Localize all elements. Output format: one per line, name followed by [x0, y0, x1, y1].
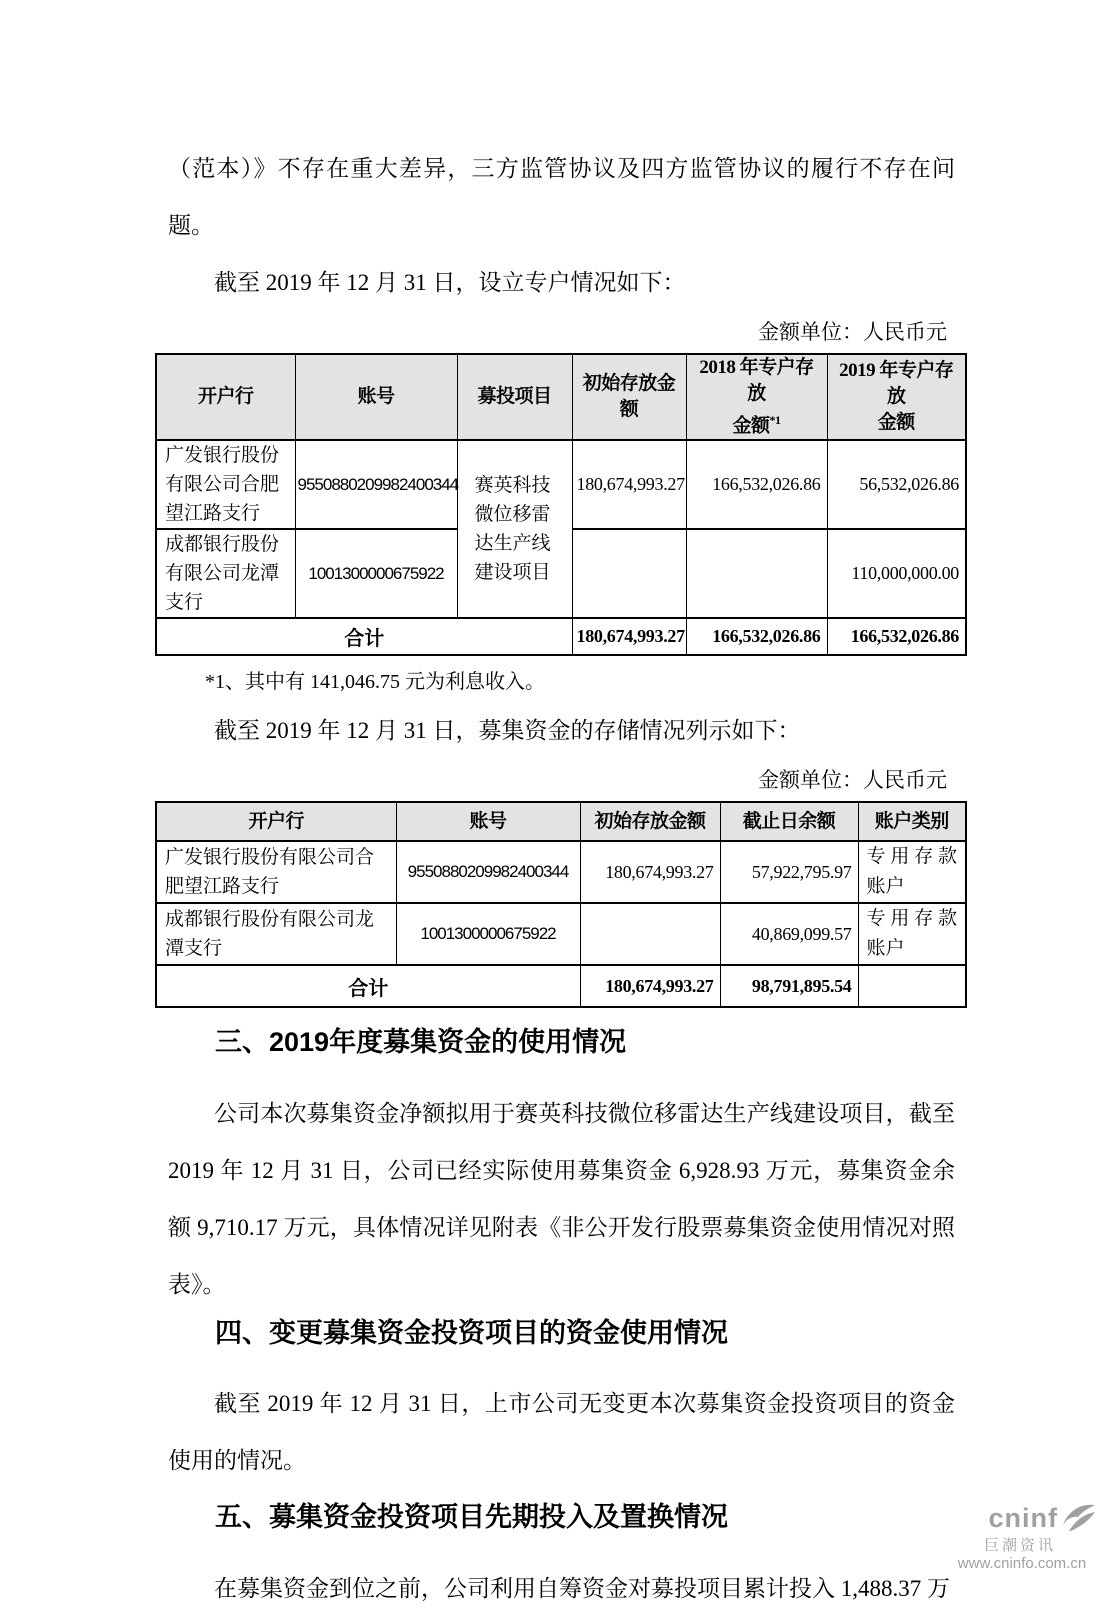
cell-account-number: 1001300000675922 — [295, 529, 457, 618]
table1-row-guangfa — [156, 440, 966, 529]
cninfo-chinese-name: 巨潮资讯 — [983, 1536, 1056, 1554]
cell-total-balance: 98,791,895.54 — [720, 965, 858, 1007]
section4-heading: 四、变更募集资金投资项目的资金使用情况 — [215, 1317, 728, 1348]
account-setup-paragraph: 截至 2019 年 12 月 31 日，设立专户情况如下： — [214, 270, 686, 295]
table1-header-account: 账号 — [295, 354, 457, 440]
cninfo-url: www.cninfo.com.cn — [957, 1555, 1087, 1573]
cninfo-brand-text: cninf — [988, 1503, 1058, 1534]
table1-header-2018: 2018 年专户存放 金额$^{*1}$ — [686, 354, 827, 440]
section4-paragraph: 截至 2019 年 12 月 31 日，上市公司无变更本次募集资金投资项目的资金使用的情况。 — [168, 1391, 955, 1474]
cell-initial-amount: 180,674,993.27 — [572, 440, 686, 529]
table1-header-row — [156, 354, 966, 440]
cell-total-initial: 180,674,993.27 — [580, 965, 720, 1007]
cell-total-label: 合计 — [156, 618, 572, 655]
interest-footnote: *1、其中有 141,046.75 元为利息收入。 — [205, 671, 545, 694]
footnote-marker: *1 — [769, 413, 781, 427]
cell-total-2019: 166,532,026.86 — [827, 618, 966, 655]
special-account-table — [155, 353, 967, 656]
cell-empty — [858, 965, 966, 1007]
table2-header-balance: 截止日余额 — [720, 802, 858, 841]
cell-balance: 57,922,795.97 — [720, 841, 858, 903]
table2-header-type: 账户类别 — [858, 802, 966, 841]
section5-paragraph: 在募集资金到位之前，公司利用自筹资金对募投项目累计投入 1,488.37 万 — [214, 1575, 950, 1601]
section3-heading: 三、2019年度募集资金的使用情况 — [215, 1027, 627, 1058]
cell-bank-name: 广发银行股份有限公司合肥望江路支行 — [156, 440, 295, 529]
cell-account-number: 9550880209982400344 — [396, 841, 580, 903]
cell-account-type: 专用存款账户 — [858, 903, 966, 965]
section5-heading: 五、募集资金投资项目先期投入及置换情况 — [215, 1502, 728, 1533]
cell-balance: 40,869,099.57 — [720, 903, 858, 965]
fund-storage-table — [155, 801, 967, 1008]
cell-account-number: 1001300000675922 — [396, 903, 580, 965]
cell-2018-amount: 166,532,026.86 — [686, 440, 827, 529]
cell-2019-amount: 56,532,026.86 — [827, 440, 966, 529]
table2-row-chengdu — [156, 903, 966, 965]
cell-initial-amount — [580, 903, 720, 965]
cell-total-label: 合计 — [156, 965, 580, 1007]
cninfo-swoosh-icon — [1060, 1502, 1096, 1537]
storage-paragraph: 截至 2019 年 12 月 31 日，募集资金的存储情况列示如下： — [214, 718, 801, 744]
table1-header-project: 募投项目 — [457, 354, 572, 440]
table2-total-row — [156, 965, 966, 1007]
table1-header-2019: 2019 年专户存放 金额 — [827, 354, 966, 440]
table1-total-row — [156, 618, 966, 655]
intro-paragraph: （范本）》不存在重大差异，三方监管协议及四方监管协议的履行不存在问题。 — [168, 156, 955, 238]
cell-initial-amount — [572, 529, 686, 618]
cell-bank-name: 成都银行股份有限公司龙潭支行 — [156, 529, 295, 618]
table2-header-account: 账号 — [396, 802, 580, 841]
cell-total-initial: 180,674,993.27 — [572, 618, 686, 655]
cninfo-watermark — [942, 1502, 1102, 1573]
cell-project-merged: 赛英科技微位移雷达生产线建设项目 — [457, 440, 572, 618]
unit-label-1: 金额单位：人民币元 — [758, 320, 947, 344]
table1-header-bank: 开户行 — [156, 354, 295, 440]
unit-label-2: 金额单位：人民币元 — [758, 768, 947, 793]
table2-row-guangfa — [156, 841, 966, 903]
cell-account-type: 专用存款账户 — [858, 841, 966, 903]
cell-2018-amount — [686, 529, 827, 618]
table2-header-row — [156, 802, 966, 841]
cell-initial-amount: 180,674,993.27 — [580, 841, 720, 903]
table1-header-initial: 初始存放金额 — [572, 354, 686, 440]
cninfo-brand-row — [942, 1502, 1096, 1537]
cell-bank-name: 成都银行股份有限公司龙潭支行 — [156, 903, 396, 965]
table2-header-initial: 初始存放金额 — [580, 802, 720, 841]
cell-total-2018: 166,532,026.86 — [686, 618, 827, 655]
section3-paragraph: 公司本次募集资金净额拟用于赛英科技微位移雷达生产线建设项目，截至 2019 年 12 月 31 日，公司已经实际使用募集资金 6,928.93 万元，募集资金余额 9,710.17 万元，具体情况详见附表《非公开发行股票募集资金使用情况对照表》。 — [168, 1100, 955, 1297]
cell-bank-name: 广发银行股份有限公司合肥望江路支行 — [156, 841, 396, 903]
cell-account-number: 9550880209982400344 — [295, 440, 457, 529]
table2-header-bank: 开户行 — [156, 802, 396, 841]
cell-2019-amount: 110,000,000.00 — [827, 529, 966, 618]
